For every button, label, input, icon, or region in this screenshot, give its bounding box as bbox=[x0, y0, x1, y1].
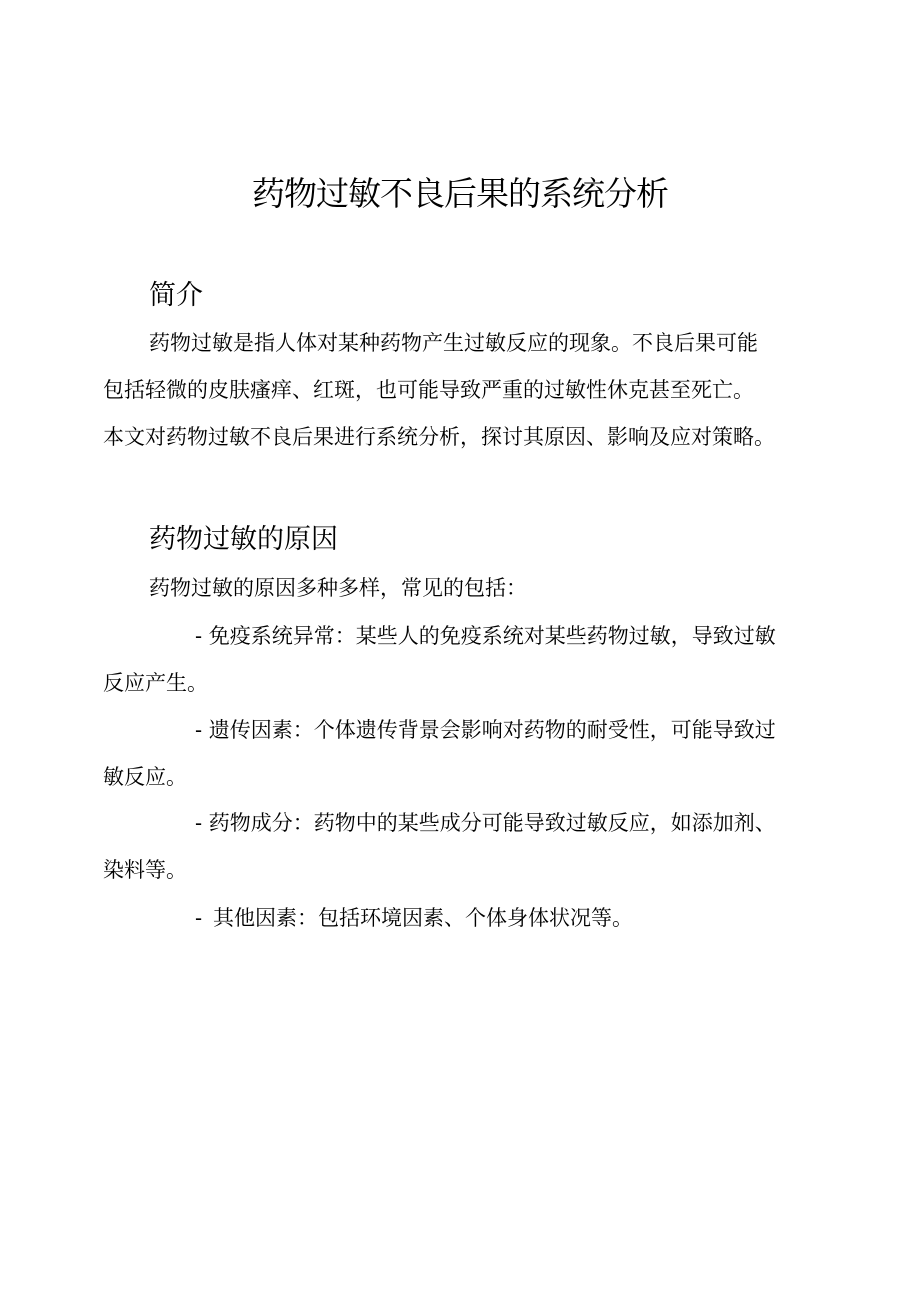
paragraph-line: 本文对药物过敏不良后果进行系统分析，探讨其原因、影响及应对策略。 bbox=[103, 425, 775, 449]
paragraph-line: 包括轻微的皮肤瘙痒、红斑，也可能导致严重的过敏性休克甚至死亡。 bbox=[103, 378, 754, 402]
cause-item-text: 遗传因素：个体遗传背景会影响对药物的耐受性，可能导致过 bbox=[208, 718, 776, 742]
cause-item-continuation: 反应产生。 bbox=[103, 671, 208, 695]
bullet-dash: - bbox=[195, 718, 203, 742]
bullet-dash: - bbox=[195, 906, 203, 930]
cause-item bbox=[103, 707, 843, 801]
cause-item-text: 免疫系统异常：某些人的免疫系统对某些药物过敏，导致过敏 bbox=[208, 624, 776, 648]
cause-item-text: 其他因素：包括环境因素、个体身体状况等。 bbox=[213, 906, 633, 930]
cause-item bbox=[103, 613, 843, 707]
causes-intro: 药物过敏的原因多种多样，常见的包括： bbox=[149, 576, 527, 600]
document-title: 药物过敏不良后果的系统分析 bbox=[252, 174, 668, 213]
cause-item-continuation: 敏反应。 bbox=[103, 765, 187, 789]
cause-item-continuation: 染料等。 bbox=[103, 858, 187, 882]
cause-item bbox=[103, 800, 843, 894]
bullet-dash: - bbox=[195, 811, 203, 835]
intro-paragraph bbox=[103, 320, 843, 461]
cause-item-line bbox=[103, 800, 843, 847]
cause-item-line bbox=[103, 707, 843, 754]
paragraph-line: 药物过敏是指人体对某种药物产生过敏反应的现象。不良后果可能 bbox=[149, 331, 758, 355]
section-heading-causes: 药物过敏的原因 bbox=[149, 524, 338, 555]
cause-item-line bbox=[103, 895, 843, 942]
section-heading-intro: 简介 bbox=[149, 280, 203, 311]
cause-item-line bbox=[103, 613, 843, 660]
cause-item-text: 药物成分：药物中的某些成分可能导致过敏反应，如添加剂、 bbox=[208, 811, 776, 835]
cause-item bbox=[103, 895, 843, 942]
bullet-dash: - bbox=[195, 624, 203, 648]
